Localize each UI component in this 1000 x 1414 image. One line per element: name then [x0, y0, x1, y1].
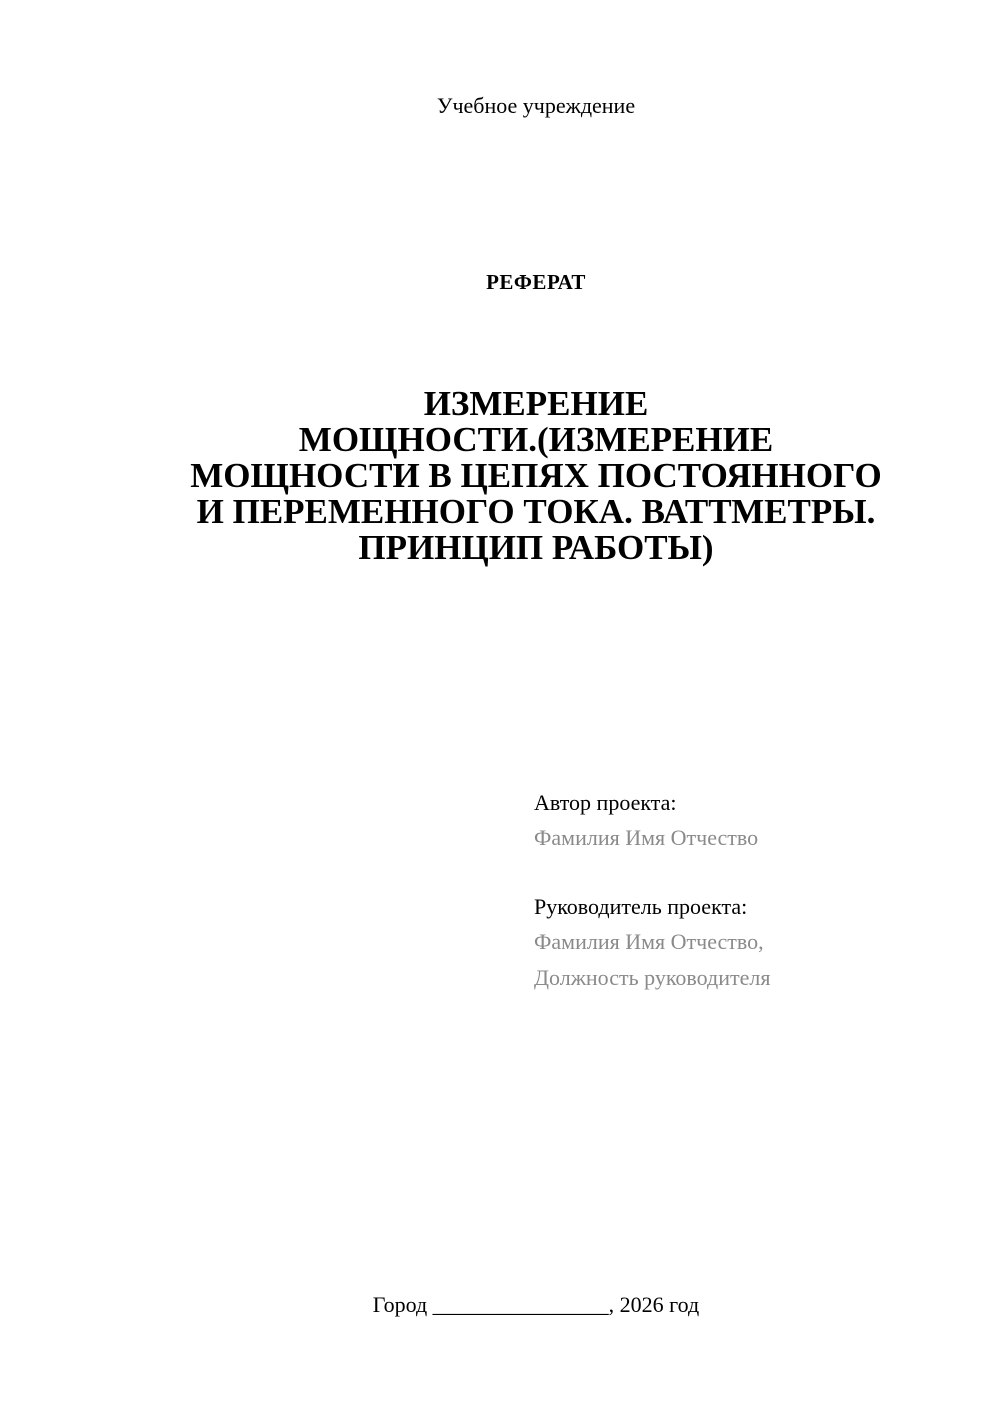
- spacer: [534, 856, 974, 890]
- institution-name: Учебное учреждение: [436, 93, 636, 118]
- document-title: [130, 386, 942, 566]
- title-line: МОЩНОСТИ.(ИЗМЕРЕНИЕ: [298, 420, 774, 459]
- title-line: И ПЕРЕМЕННОГО ТОКА. ВАТТМЕТРЫ.: [196, 492, 876, 531]
- document-type: РЕФЕРАТ: [486, 270, 586, 294]
- author-label: Автор проекта:: [534, 790, 677, 815]
- supervisor-position: Должность руководителя: [534, 965, 771, 990]
- title-line: МОЩНОСТИ В ЦЕПЯХ ПОСТОЯННОГО: [190, 456, 882, 495]
- title-line: ИЗМЕРЕНИЕ: [423, 384, 649, 423]
- city-year-line: Город ________________, 2026 год: [372, 1292, 700, 1317]
- credits-block: [534, 786, 974, 996]
- author-name: Фамилия Имя Отчество: [534, 825, 759, 850]
- title-line: ПРИНЦИП РАБОТЫ): [358, 528, 714, 567]
- supervisor-label: Руководитель проекта:: [534, 894, 748, 919]
- supervisor-name: Фамилия Имя Отчество,: [534, 929, 764, 954]
